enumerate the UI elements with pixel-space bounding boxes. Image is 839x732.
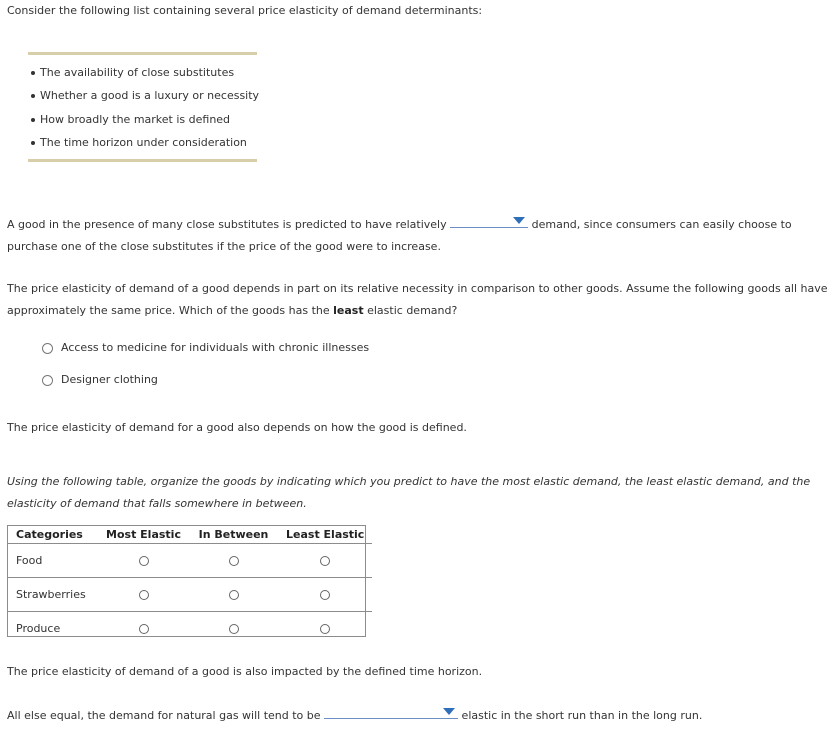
option-designer-clothing[interactable] [42, 371, 158, 389]
table-header-row [7, 525, 372, 544]
natural-gas-question [7, 704, 832, 727]
q1-text-before: A good in the presence of many close substitutes is predicted to have relatively [7, 218, 447, 231]
radio-strawberries-in-between[interactable] [229, 590, 239, 600]
header-in-between: In Between [189, 525, 278, 544]
radio-produce-in-between[interactable] [229, 624, 239, 634]
radio-produce-most-elastic[interactable] [139, 624, 149, 634]
radio-strawberries-most-elastic[interactable] [139, 590, 149, 600]
substitutes-question [7, 213, 832, 258]
time-horizon-text: The price elasticity of demand of a good is also impacted by the defined time horizon. [7, 665, 483, 678]
list-item: How broadly the market is defined [28, 112, 259, 135]
q2-emphasis: least [333, 304, 364, 317]
table-instructions: Using the following table, organize the goods by indicating which you predict to have the most elastic demand, the least elastic demand, and the elasticity of demand that falls somewhere in between. [7, 475, 811, 510]
q2-text-after: elastic demand? [367, 304, 458, 317]
row-label: Food [7, 544, 98, 578]
table-row [7, 578, 372, 612]
row-label: Produce [7, 612, 98, 646]
table-row [7, 612, 372, 646]
header-most-elastic: Most Elastic [98, 525, 189, 544]
radio-produce-least-elastic[interactable] [320, 624, 330, 634]
list-bottom-rule [28, 159, 257, 162]
necessity-question [7, 278, 832, 322]
q2-text-before: The price elasticity of demand of a good depends in part on its relative necessity in comparison to other goods. Assume the following goods all have approximately the same price. Which of the goods has the [7, 282, 828, 317]
q3-text-before: All else equal, the demand for natural gas will tend to be [7, 709, 321, 722]
natural-gas-elasticity-dropdown[interactable] [324, 704, 458, 719]
header-least-elastic: Least Elastic [278, 525, 372, 544]
option-label: Access to medicine for individuals with chronic illnesses [61, 341, 370, 354]
elasticity-table [7, 525, 372, 645]
radio-button[interactable] [42, 375, 53, 386]
substitutes-elasticity-dropdown[interactable] [450, 213, 528, 228]
option-medicine[interactable] [42, 339, 369, 357]
radio-food-least-elastic[interactable] [320, 556, 330, 566]
radio-button[interactable] [42, 343, 53, 354]
radio-food-in-between[interactable] [229, 556, 239, 566]
header-categories: Categories [7, 525, 98, 544]
table-row [7, 544, 372, 578]
q3-text-after: elastic in the short run than in the long run. [461, 709, 703, 722]
list-top-rule [28, 52, 257, 55]
dropdown-caret-icon [443, 708, 455, 715]
defined-text: The price elasticity of demand for a good also depends on how the good is defined. [7, 421, 467, 434]
dropdown-caret-icon [513, 217, 525, 224]
row-label: Strawberries [7, 578, 98, 612]
list-item: The time horizon under consideration [28, 135, 259, 158]
option-label: Designer clothing [61, 373, 158, 386]
list-item: The availability of close substitutes [28, 65, 259, 88]
radio-food-most-elastic[interactable] [139, 556, 149, 566]
q1-text-after: demand, since consumers can easily choose to purchase one of the close substitutes if the price of the good were to increase. [7, 218, 792, 253]
determinants-list [28, 65, 259, 158]
radio-strawberries-least-elastic[interactable] [320, 590, 330, 600]
intro-text: Consider the following list containing several price elasticity of demand determinants: [7, 4, 483, 17]
list-item: Whether a good is a luxury or necessity [28, 88, 259, 111]
